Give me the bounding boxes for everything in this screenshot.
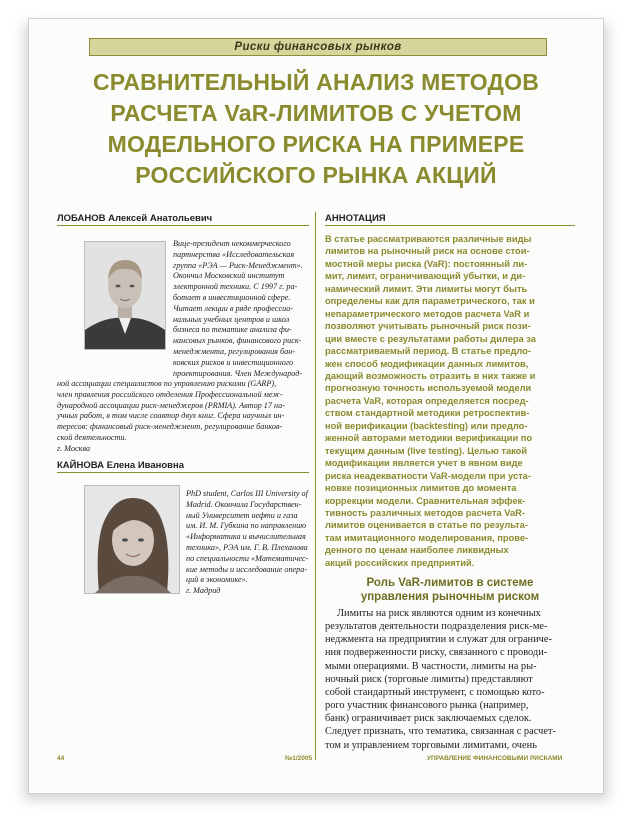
abstract-heading: АННОТАЦИЯ [325, 213, 386, 224]
author-1-photo [84, 241, 166, 350]
abstract-line: непараметрического методов расчета VaR и [325, 308, 530, 319]
abstract-line: текущим данным (live testing). Целью такой [325, 445, 528, 456]
abstract-line: ной верификации (backtesting) или предло- [325, 420, 528, 431]
abstract-line: дающий возможность отразить в них также и [325, 370, 536, 381]
body-line: мыми операциями. В частности, лимиты на ры- [325, 660, 537, 672]
bio-line: техника», РЭА им. Г. В. Плеханова [186, 542, 308, 552]
abstract-line: определены как для параметрического, так и [325, 296, 535, 307]
bio-line: тересов: финансовый риск-менеджмент, регулирование банков- [57, 422, 283, 432]
body-line: банк) ограничивает риск заключаемых сделок. [325, 713, 532, 725]
abstract-line: рассматриваемый период. В статье предло- [325, 346, 531, 357]
bio-line: ботает в инвестиционной сфере. [173, 292, 291, 302]
abstract-line: позволяют учитывать рыночный риск пози- [325, 321, 531, 332]
abstract-line: риска неадекватности VaR-модели при уста- [325, 470, 531, 481]
author-1-bio-full [57, 379, 285, 455]
body-line: рого участник финансового рынка (например, [325, 700, 529, 712]
author-2-bio [186, 489, 308, 597]
title-line: РАСЧЕТА VaR-ЛИМИТОВ С УЧЕТОМ [110, 100, 522, 126]
abstract-line: В статье рассматриваются различные виды [325, 234, 532, 244]
bio-line: нальных учебных центров и школ [173, 314, 290, 324]
bio-line: проектирования. Член Международ- [173, 368, 303, 378]
body-line: том и управлением торговыми лимитами, очень [325, 739, 537, 751]
section-heading-line: Роль VaR-лимитов в системе [366, 577, 534, 589]
body-line: Лимиты на риск являются одним из конечных [337, 608, 541, 619]
abstract-line: новке позиционных лимитов до момента [325, 483, 517, 494]
abstract-line: мостной меры риска (VaR): постоянный ли- [325, 258, 528, 269]
abstract-line: акций российских предприятий. [325, 557, 475, 568]
section-heading-line: управления рыночным риском [360, 591, 540, 603]
abstract-line: модификации является учет в явном виде [325, 458, 523, 469]
bio-line: по специальности «Математичес- [186, 553, 309, 563]
footer-issue: №1/2005 [285, 755, 313, 762]
bio-line: ной ассоциации специалистов по управлению рисками (GARP), [57, 379, 277, 388]
body-line: ночный риск (торговые лимиты) представляют [325, 673, 533, 685]
title-line: СРАВНИТЕЛЬНЫЙ АНАЛИЗ МЕТОДОВ [92, 69, 540, 95]
abstract-line: коррекции модели. Сравнительная эффек- [325, 495, 526, 506]
abstract-line: расчета VaR, которая определяется посред- [325, 395, 529, 406]
body-line: Следует признать, что тематика, связанная с расчет- [325, 726, 556, 738]
bio-line: PhD student, Carlos III University of [186, 489, 308, 498]
section-heading [325, 576, 575, 604]
body-line: собой стандартный инструмент, с помощью кото- [325, 686, 545, 698]
bio-line: ный Университет нефти и газа [186, 510, 298, 520]
abstract-line: ством стандартной методики ретроспектив- [325, 408, 530, 419]
bio-line: им. И. М. Губкина по направлению [186, 521, 307, 531]
abstract-line: лимитов на рыночный риск на основе стои- [325, 246, 530, 257]
abstract-line: тивность различных методов расчета VaR- [325, 507, 525, 518]
bio-line: дународной ассоциации риск-менеджеров (PRMIA). Автор 17 на- [57, 400, 285, 410]
title-line: РОССИЙСКОГО РЫНКА АКЦИЙ [135, 162, 497, 188]
bio-line: кие методы и исследование опера- [186, 564, 308, 574]
author-2-photo [84, 485, 180, 594]
title-line: МОДЕЛЬНОГО РИСКА НА ПРИМЕРЕ [107, 131, 525, 157]
bio-line: электронной техники. С 1997 г. ра- [173, 282, 298, 292]
abstract-line: жен способ модификации данных лимитов, [325, 358, 529, 369]
article-title [69, 67, 563, 191]
bio-line: член правления российского отделения Профессиональной меж- [57, 389, 283, 399]
section-header-bar: Риски финансовых рынков [89, 38, 547, 56]
section-body [325, 607, 575, 752]
bio-line: менеджмента, регулирования бан- [173, 346, 296, 356]
column-divider [315, 212, 316, 760]
body-line: результатов деятельности подразделения риск-ме- [325, 621, 548, 633]
bio-line: Madrid. Окончила Государствен- [186, 499, 302, 509]
abstract-line: там имитационного моделирования, прове- [325, 532, 529, 543]
body-line: неджмента на предприятии и служат для ограниче- [325, 634, 552, 646]
abstract-line: женной авторами методики верификации по [325, 433, 533, 444]
bio-line: группа «РЭА — Риск-Менеджмент». [173, 260, 303, 270]
abstract-line: прогнозную точность используемой модели [325, 383, 532, 394]
bio-line: «Информатика и вычислительная [186, 532, 306, 542]
author-1-bio-side [173, 239, 303, 379]
abstract-line: намический лимит. Эти лимиты могут быть [325, 283, 528, 294]
bio-line: учных работ, в том числе соавтор двух книг. Сфера научных ин- [57, 411, 285, 421]
bio-line: ций в экономике». [186, 575, 248, 585]
bio-line: Читает лекции в ряде профессио- [173, 303, 294, 313]
bio-line: нансовых рынков, финансового риск- [173, 336, 302, 346]
author-1-rule [57, 225, 309, 226]
abstract-line: денного по ценам наиболее ликвидных [325, 545, 509, 556]
bio-line: г. Мадрид [186, 586, 221, 596]
bio-line: партнерства «Исследовательская [173, 249, 295, 259]
abstract-text [325, 233, 575, 569]
bio-line: Вице-президент некоммерческого [173, 239, 291, 248]
abstract-line: лимитов оценивается в статье по результа- [325, 520, 528, 531]
abstract-line: мит, лимит, ограничивающий убытки, и ди- [325, 271, 526, 282]
bio-line: г. Москва [57, 443, 91, 453]
footer-page-number: 44 [57, 755, 65, 762]
author-1-name: ЛОБАНОВ Алексей Анатольевич [57, 213, 213, 224]
author-2-rule [57, 472, 309, 473]
bio-line: ской деятельности. [57, 432, 127, 442]
journal-page [28, 18, 604, 794]
bio-line: ковских рисков и инвестиционного [173, 357, 294, 367]
author-2-name: КАЙНОВА Елена Ивановна [57, 460, 185, 471]
footer-journal: УПРАВЛЕНИЕ ФИНАНСОВЫМИ РИСКАМИ [427, 755, 563, 762]
body-line: ния подверженности риску, связанного с проводи- [325, 647, 548, 659]
bio-line: бизнеса по тематике анализа фи- [173, 325, 292, 335]
abstract-line: ции вместе с результатами работы дилера за [325, 333, 536, 344]
abstract-rule [325, 225, 575, 226]
bio-line: Окончил Московский институт [173, 271, 285, 281]
